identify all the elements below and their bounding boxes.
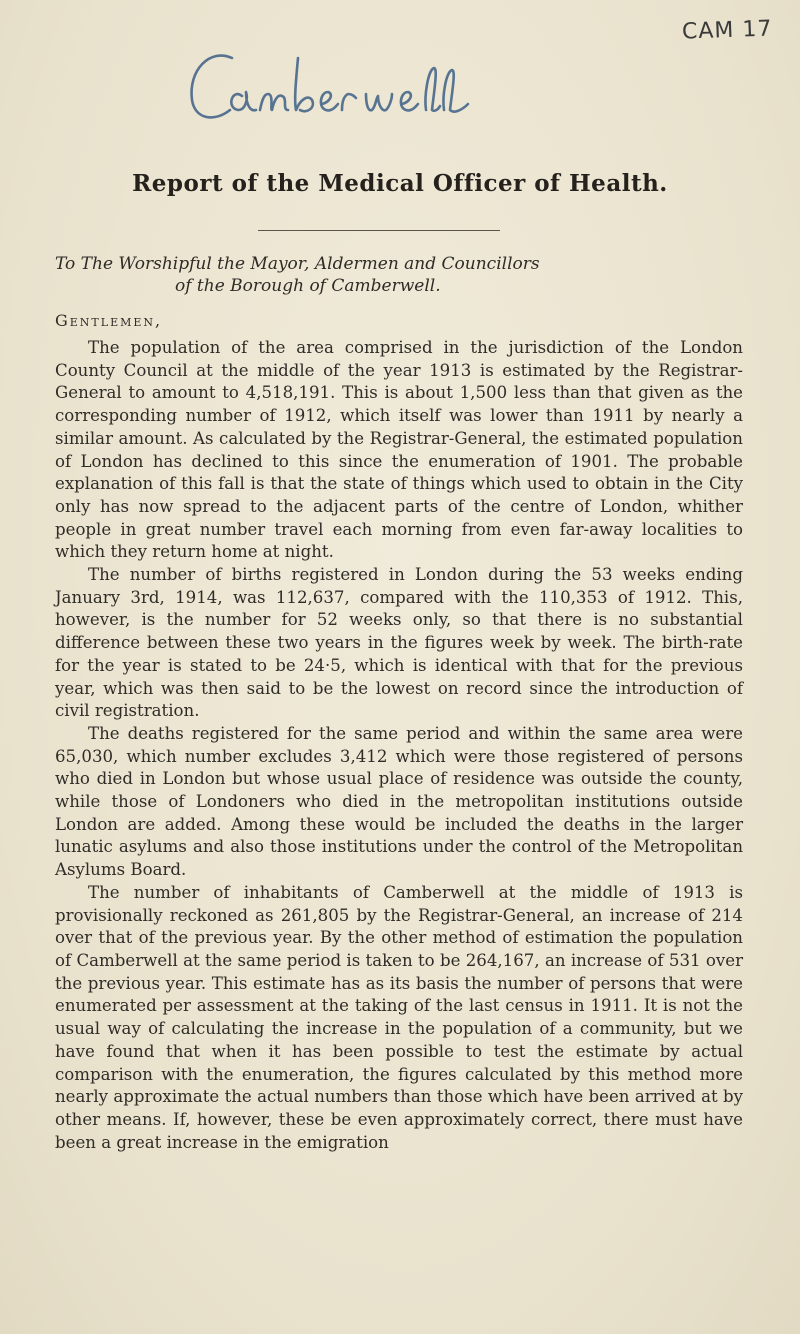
paragraph-population-london: The population of the area comprised in the jurisdiction of the London County Council at the middle of the year 1913 is estimated by the Registrar-General to amount to 4,518,191. This is about 1,500 less than that given as the corresponding number of 1912, which itself was lower than 1911 by nearly a similar amount. As calculated by the Registrar-General, the estimated population of London has declined to this since the enumeration of 1901. The probable explanation of this fall is that the state of things which used to obtain in the City only has now spread to the adjacent parts of the centre of London, whither people in great number travel each morning from even far-away localities to which they return home at night. [55, 338, 743, 562]
report-title: Report of the Medical Officer of Health. [132, 170, 668, 197]
archive-reference-note: CAM 17 [681, 16, 773, 45]
title-divider [258, 230, 500, 231]
handwritten-annotation [170, 30, 510, 140]
paragraph-births: The number of births registered in London during the 53 weeks ending January 3rd, 1914, was 112,637, compared with the 110,353 of 1912. This, however, is the number for 52 weeks only, so that there is no substantial difference between these two years in the figures week by week. The birth-rate for the year is stated to be 24·5, which is identical with that for the previous year, which was then said to be the lowest on record since the introduction of civil registration. [55, 565, 743, 721]
paragraph-deaths: The deaths registered for the same period and within the same area were 65,030, which number excludes 3,412 which were those registered of persons who died in London but whose usual place of residence was outside the county, while those of Londoners who died in the metropolitan institutions outside London are added. Among these would be included the deaths in the larger lunatic asylums and also those institutions under the control of the Metropolitan Asylums Board. [55, 723, 743, 880]
salutation: Gentlemen, [55, 311, 163, 330]
handwritten-camberwell-signature [170, 30, 510, 140]
paragraph-population-camberwell: The number of inhabitants of Camberwell at the middle of 1913 is provisionally reckoned as 261,805 by the Registrar-General, an increase of 214 over that of the previous year. By the other method of estimation the population of Camberwell at the same period is taken to be 264,167, an increase of 531 over the previous year. This estimate has as its basis the number of persons that were enumerated per assessment at the taking of the last census in 1911. It is not the usual way of calculating the increase in the population of a community, but we have found that when it has been possible to test the estimate by actual comparison with the enumeration, the figures calculated by this method more nearly approximate the actual numbers than those which have been arrived at by other means. If, however, these be even approximately correct, there must have been a great increase in the emigration [55, 882, 743, 1152]
report-body [55, 337, 743, 1154]
address-line-1: To The Worshipful the Mayor, Aldermen and Councillors [55, 254, 540, 274]
address-line-2: of the Borough of Camberwell. [175, 276, 441, 296]
address-block [55, 253, 755, 297]
